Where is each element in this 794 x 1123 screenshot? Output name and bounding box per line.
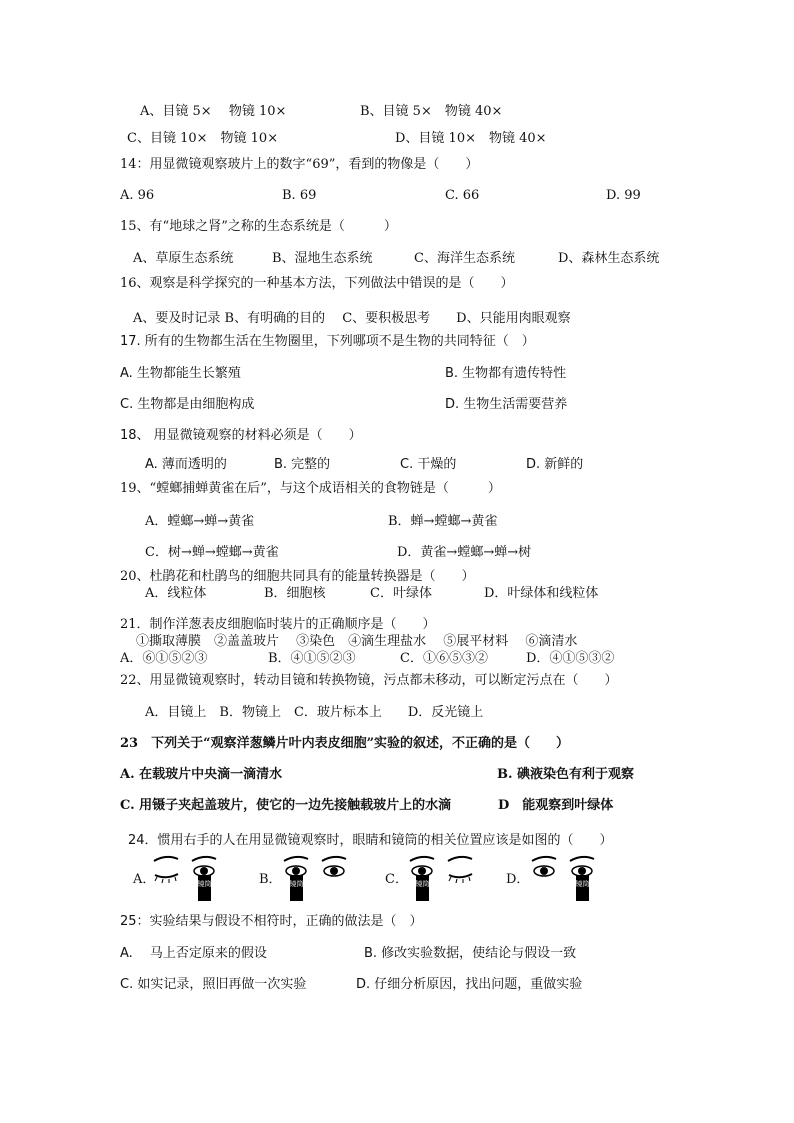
q16-stem: 16、观察是科学探究的一种基本方法，下列做法中错误的是（ ）: [120, 276, 514, 291]
q15-stem: 15、有“地球之肾”之称的生态系统是（ ）: [120, 219, 397, 234]
q22-stem: 22、用显微镜观察时，转动目镜和转换物镜，污点都未移动，可以断定污点在（ ）: [120, 673, 618, 688]
q20-option-c: C．叶绿体: [370, 586, 432, 601]
q19-option-b: B．蝉→螳螂→黄雀: [388, 514, 498, 529]
q25-stem: 25：实验结果与假设不相符时，正确的做法是（ ）: [120, 914, 423, 929]
microscope-tube-icon: [576, 875, 590, 901]
q21-option-c: C．①⑥⑤③②: [400, 651, 488, 666]
q15-option-c: C、海洋生态系统: [414, 251, 515, 266]
q17-option-b: B. 生物都有遗传特性: [445, 366, 567, 381]
q21-option-b: B．④①⑤②③: [268, 651, 356, 666]
q18-option-c: C. 干燥的: [400, 457, 457, 472]
q13-option-d: D、目镜 10× 物镜 40×: [395, 131, 547, 146]
q23-option-a: A. 在载玻片中央滴一滴清水: [120, 767, 283, 782]
q24-stem: 24．惯用右手的人在用显微镜观察时，眼睛和镜筒的相关位置应该是如图的（ ）: [128, 833, 613, 848]
q25-option-b: B. 修改实验数据，使结论与假设一致: [364, 946, 577, 961]
left-eye-open-icon: [284, 857, 308, 876]
q23-option-c: C. 用镊子夹起盖玻片，使它的一边先接触载玻片上的水滴: [120, 798, 452, 813]
q24-figure-c: [406, 853, 496, 903]
svg-text:镜筒: 镜筒: [415, 880, 430, 888]
microscope-tube-icon: [290, 875, 304, 901]
q16-options: A、要及时记录 B、有明确的目的 C、要积极思考 D、只能用肉眼观察: [133, 311, 571, 326]
q15-option-b: B、湿地生态系统: [272, 251, 373, 266]
q18-option-b: B. 完整的: [274, 457, 331, 472]
q13-option-b: B、目镜 5× 物镜 40×: [360, 104, 503, 119]
q25-option-a: A. 马上否定原来的假设: [120, 946, 267, 961]
q25-option-c: C. 如实记录，照旧再做一次实验: [120, 977, 307, 992]
q19-stem: 19、“螳螂捕蝉黄雀在后”，与这个成语相关的食物链是（ ）: [120, 481, 501, 496]
q21-option-d: D．④①⑤③②: [526, 651, 615, 666]
q17-option-a: A. 生物都能生长繁殖: [120, 366, 241, 381]
right-eye-open-icon: [570, 857, 594, 876]
q19-option-a: A．螳螂→蝉→黄雀: [145, 514, 255, 529]
q21-stem: 21．制作洋葱表皮细胞临时装片的正确顺序是（ ）: [120, 617, 436, 632]
q20-option-b: B．细胞核: [264, 586, 326, 601]
q24-label-b: B．: [259, 872, 282, 887]
left-eye-open-icon: [532, 857, 556, 876]
q20-option-a: A．线粒体: [145, 586, 207, 601]
q14-option-d: D. 99: [606, 188, 641, 203]
q13-option-c: C、目镜 10× 物镜 10×: [127, 131, 279, 146]
right-eye-open-icon: [192, 857, 216, 876]
q19-option-c: C．树→蝉→螳螂→黄雀: [145, 545, 279, 560]
q23-stem: 23 下列关于“观察洋葱鳞片叶内表皮细胞”实验的叙述，不正确的是（ ）: [120, 736, 570, 751]
q18-option-a: A. 薄而透明的: [145, 457, 227, 472]
q24-label-a: A．: [133, 872, 156, 887]
microscope-tube-icon: [198, 875, 212, 901]
q23-option-b: B. 碘液染色有利于观察: [497, 767, 635, 782]
q24-label-c: C．: [385, 872, 408, 887]
q14-option-c: C. 66: [445, 188, 480, 203]
q21-steps: ①撕取薄膜 ②盖盖玻片 ③染色 ④滴生理盐水 ⑤展平材料 ⑥滴清水: [136, 634, 578, 649]
q17-option-c: C. 生物都是由细胞构成: [120, 397, 255, 412]
q20-stem: 20、杜鹃花和杜鹃鸟的细胞共同具有的能量转换器是（ ）: [120, 569, 475, 584]
q21-option-a: A．⑥①⑤②③: [120, 651, 208, 666]
svg-text:镜筒: 镜筒: [575, 880, 590, 888]
q18-option-d: D. 新鲜的: [526, 457, 584, 472]
q22-options: A．目镜上 B．物镜上 C．玻片标本上 D．反光镜上: [145, 705, 484, 720]
right-eye-open-icon: [322, 857, 346, 876]
right-eye-closed-icon: [448, 857, 472, 883]
q15-option-a: A、草原生态系统: [133, 251, 234, 266]
left-eye-open-icon: [410, 857, 434, 876]
tube-text: 镜筒: [197, 880, 212, 888]
q15-option-d: D、森林生态系统: [558, 251, 660, 266]
q14-option-a: A. 96: [120, 188, 155, 203]
q19-option-d: D．黄雀→螳螂→蝉→树: [397, 545, 532, 560]
q24-label-d: D．: [506, 872, 530, 887]
q23-option-d: D 能观察到叶绿体: [498, 798, 614, 813]
q24-figure-a: [150, 853, 240, 903]
q20-option-d: D．叶绿体和线粒体: [484, 586, 599, 601]
q17-stem: 17. 所有的生物都生活在生物圈里，下列哪项不是生物的共同特征（ ）: [120, 334, 535, 349]
q18-stem: 18、 用显微镜观察的材料必须是（ ）: [120, 428, 362, 443]
q13-option-a: A、目镜 5× 物镜 10×: [140, 104, 287, 119]
svg-text:镜筒: 镜筒: [289, 880, 304, 888]
q17-option-d: D. 生物生活需要营养: [445, 397, 568, 412]
q14-option-b: B. 69: [282, 188, 317, 203]
q25-option-d: D. 仔细分析原因，找出问题，重做实验: [356, 977, 583, 992]
left-eye-closed-icon: [154, 857, 178, 883]
q24-figure-d: [528, 853, 618, 903]
q14-stem: 14：用显微镜观察玻片上的数字“69”，看到的物像是（ ）: [120, 157, 479, 172]
q24-figure-b: [280, 853, 370, 903]
microscope-tube-icon: [416, 875, 430, 901]
